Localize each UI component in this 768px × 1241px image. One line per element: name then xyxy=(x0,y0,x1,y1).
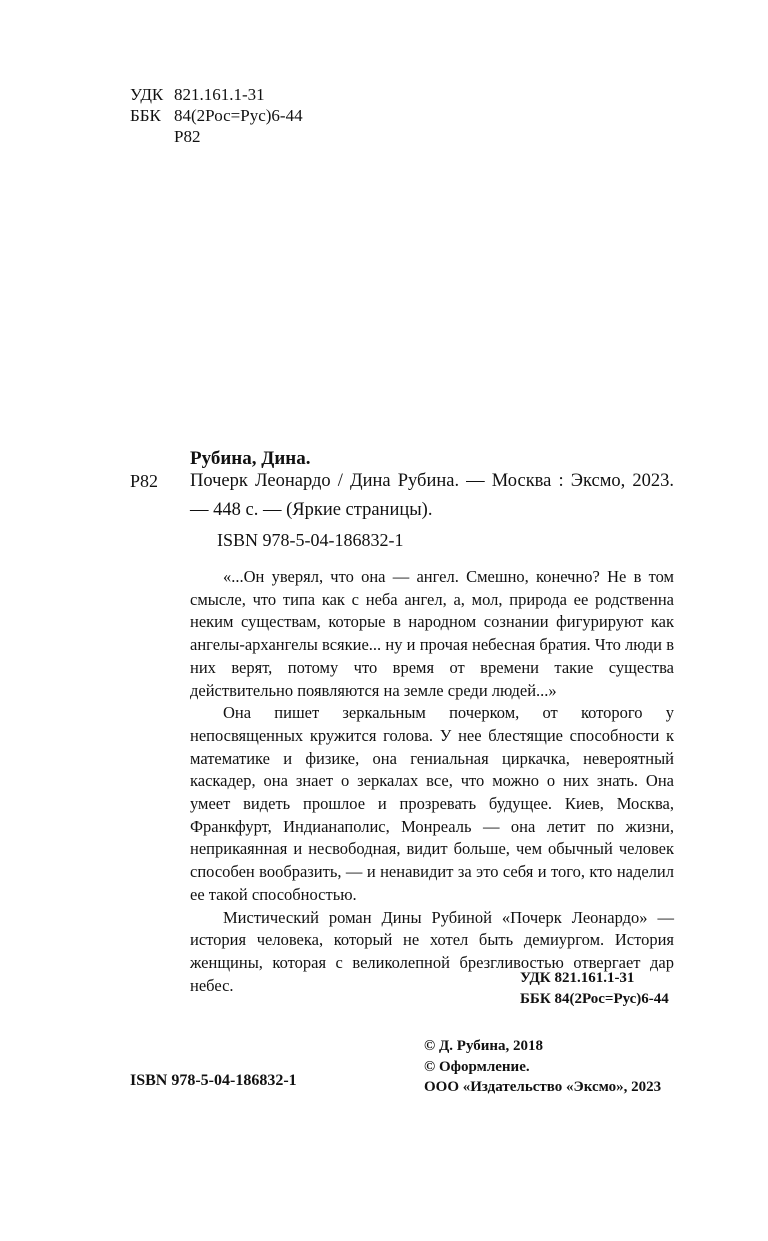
copyright-block xyxy=(424,1036,661,1098)
annotation xyxy=(190,566,674,997)
record-author: Рубина, Дина. xyxy=(190,448,311,469)
bottom-udk: УДК 821.161.1-31 xyxy=(520,970,635,986)
udk-value: 821.161.1-31 xyxy=(174,85,265,104)
record-description: Почерк Леонардо / Дина Рубина. — Москва : Эксмо, 2023. — 448 с. — (Яркие страницы). xyxy=(190,471,674,520)
annotation-paragraph-3: Мистический роман Дины Рубиной «Почерк Леонардо» — история человека, который не хотел быть демиургом. История женщины, которая с великолепной брезгливостью отвергает дар небес. xyxy=(190,907,674,995)
copyright-author: © Д. Рубина, 2018 xyxy=(424,1038,544,1054)
copyright-design: © Оформление. xyxy=(424,1058,530,1075)
record-isbn: ISBN 978-5-04-186832-1 xyxy=(217,530,404,550)
bottom-classification xyxy=(520,968,669,1009)
bottom-bbk: ББК 84(2Рос=Рус)6-44 xyxy=(520,990,669,1007)
bbk-label: ББК xyxy=(130,106,161,125)
bottom-isbn: ISBN 978-5-04-186832-1 xyxy=(130,1072,297,1089)
bbk-row xyxy=(130,105,303,126)
top-author-mark: Р82 xyxy=(174,127,201,146)
record-author-mark: Р82 xyxy=(130,471,159,491)
copyright-publisher: ООО «Издательство «Эксмо», 2023 xyxy=(424,1079,662,1095)
author-mark-row xyxy=(130,126,303,147)
bbk-value: 84(2Рос=Рус)6-44 xyxy=(174,106,303,125)
annotation-paragraph-2: Она пишет зеркальным почерком, от которого у непосвященных кружится голова. У нее блестящие способности к математике и физике, она гениальная циркачка, невероятный каскадер, она знает о зеркалах все, что можно о них знать. Она умеет видеть прошлое и прозревать будущее. Киев, Москва, Франкфурт, Индианаполис, Монреаль — она летит по жизни, неприкаянная и несвободная, видит больше, чем обычный человек способен вообразить, — и ненавидит за это себя и того, кто наделил ее такой способностью. xyxy=(190,703,674,904)
udk-row xyxy=(130,84,303,105)
top-classification xyxy=(130,84,303,147)
udk-label: УДК xyxy=(130,85,164,104)
annotation-paragraph-1: «...Он уверял, что она — ангел. Смешно, конечно? Не в том смысле, что типа как с неба ангел, а, мол, природа ее родственна неким существам, которые в народном сознании фигурируют как ангелы-архангелы всякие... ну и прочая небесная братия. Что люди в них верят, потому что время от времени такие существа действительно появляются на земле среди людей...» xyxy=(190,567,674,700)
